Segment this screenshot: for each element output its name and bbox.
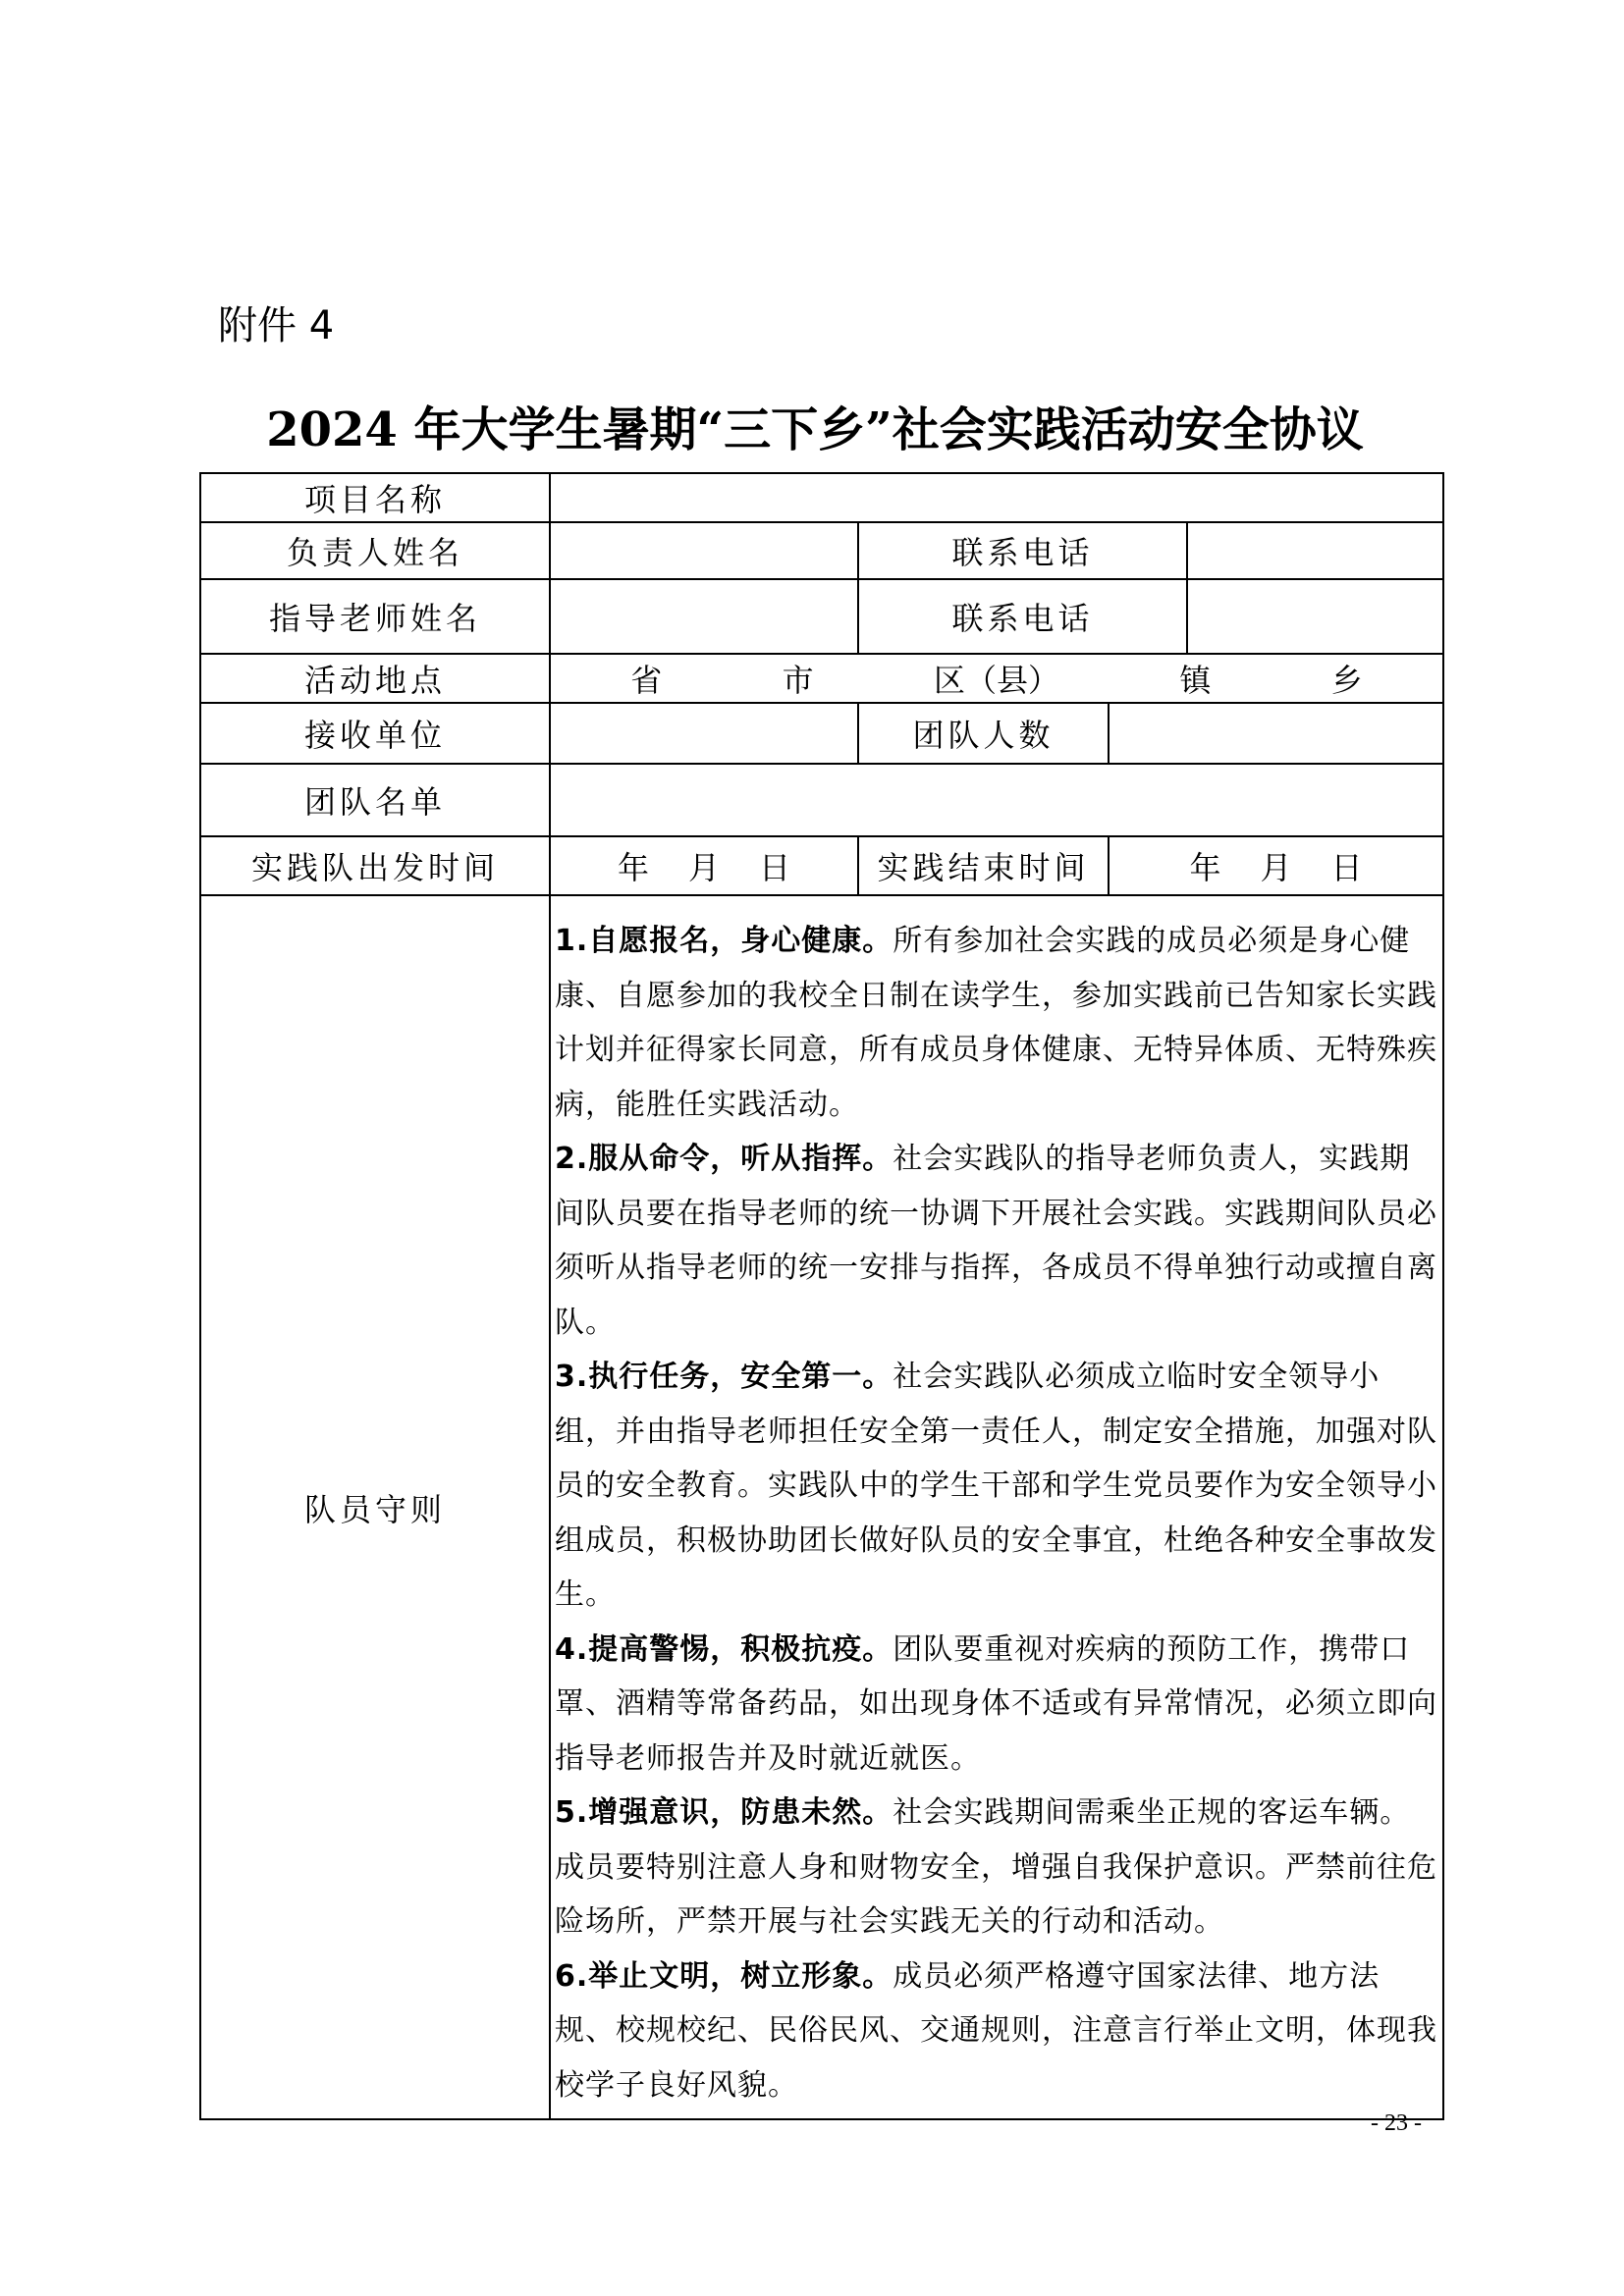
receiving-unit-field[interactable]: [550, 703, 858, 764]
receiving-unit-label: 接收单位: [200, 703, 550, 764]
depart-day-unit: 日: [759, 849, 791, 886]
advisor-phone-field[interactable]: [1187, 579, 1443, 654]
depart-year-unit: 年: [617, 849, 649, 886]
rule-item: [555, 1132, 1438, 1350]
rule-item: [555, 914, 1438, 1132]
row-team-list: [200, 764, 1443, 836]
advisor-phone-label: 联系电话: [858, 579, 1187, 654]
team-size-label: 团队人数: [858, 703, 1109, 764]
depart-month-unit: 月: [687, 849, 720, 886]
attachment-label: 附件 4: [218, 303, 335, 348]
end-time-label: 实践结束时间: [858, 836, 1109, 895]
rule-text: 社会实践队的指导老师负责人，实践期间队员要在指导老师的统一协调下开展社会实践。实践期间队员必须听从指导老师的统一安排与指挥，各成员不得单独行动或擅自离队。: [555, 1142, 1437, 1340]
row-project-name: [200, 473, 1443, 522]
rule-text: 团队要重视对疾病的预防工作，携带口罩、酒精等常备药品，如出现身体不适或有异常情况，必须立即向指导老师报告并及时就近就医。: [555, 1631, 1437, 1776]
depart-date-field[interactable]: [550, 836, 858, 895]
rules-label: 队员守则: [200, 895, 550, 2119]
project-name-label: 项目名称: [200, 473, 550, 522]
document-title: 2024 年大学生暑期“三下乡”社会实践活动安全协议: [266, 402, 1364, 457]
location-unit-city: 市: [782, 662, 814, 699]
end-month-unit: 月: [1260, 849, 1292, 886]
end-year-unit: 年: [1189, 849, 1221, 886]
rule-text: 成员必须严格遵守国家法律、地方法规、校规校纪、民俗民风、交通规则，注意言行举止文明，体现我校学子良好风貌。: [555, 1958, 1437, 2103]
team-list-field[interactable]: [550, 764, 1443, 836]
location-label: 活动地点: [200, 654, 550, 703]
rule-item: [555, 1949, 1438, 2113]
rule-heading: 4.提高警惕，积极抗疫。: [555, 1631, 893, 1667]
advisor-name-label: 指导老师姓名: [200, 579, 550, 654]
location-unit-township: 乡: [1330, 662, 1363, 699]
row-rules: [200, 895, 1443, 2119]
end-date-field[interactable]: [1109, 836, 1443, 895]
leader-name-field[interactable]: [550, 522, 858, 579]
rule-text: 社会实践队必须成立临时安全领导小组，并由指导老师担任安全第一责任人，制定安全措施，加强对队员的安全教育。实践队中的学生干部和学生党员要作为安全领导小组成员，积极协助团长做好队员的安全事宜，杜绝各种安全事故发生。: [555, 1360, 1437, 1612]
row-receiving-unit: [200, 703, 1443, 764]
project-name-field[interactable]: [550, 473, 1443, 522]
rule-item: [555, 1623, 1438, 1787]
location-unit-town: 镇: [1179, 662, 1212, 699]
rule-item: [555, 1350, 1438, 1623]
row-location: [200, 654, 1443, 703]
page-number: - 23 -: [1371, 2110, 1422, 2136]
rule-heading: 5.增强意识，防患未然。: [555, 1795, 893, 1830]
row-dates: [200, 836, 1443, 895]
team-list-label: 团队名单: [200, 764, 550, 836]
row-leader: [200, 522, 1443, 579]
rule-text: 社会实践期间需乘坐正规的客运车辆。成员要特别注意人身和财物安全，增强自我保护意识。严禁前往危险场所，严禁开展与社会实践无关的行动和活动。: [555, 1795, 1437, 1939]
agreement-form-table: [199, 472, 1444, 2120]
rule-heading: 2.服从命令，听从指挥。: [555, 1142, 893, 1176]
team-size-field[interactable]: [1109, 703, 1443, 764]
location-field[interactable]: [550, 654, 1443, 703]
depart-time-label: 实践队出发时间: [200, 836, 550, 895]
rule-heading: 6.举止文明，树立形象。: [555, 1958, 893, 1994]
rule-text: 所有参加社会实践的成员必须是身心健康、自愿参加的我校全日制在读学生，参加实践前已告知家长实践计划并征得家长同意，所有成员身体健康、无特异体质、无特殊疾病，能胜任实践活动。: [555, 924, 1437, 1122]
leader-name-label: 负责人姓名: [200, 522, 550, 579]
location-unit-province: 省: [630, 662, 663, 699]
end-day-unit: 日: [1330, 849, 1363, 886]
leader-phone-label: 联系电话: [858, 522, 1187, 579]
rule-heading: 1.自愿报名，身心健康。: [555, 924, 893, 958]
location-unit-district: 区（县）: [933, 662, 1059, 699]
rule-heading: 3.执行任务，安全第一。: [555, 1360, 893, 1394]
rule-item: [555, 1786, 1438, 1949]
rules-content: [550, 895, 1443, 2119]
advisor-name-field[interactable]: [550, 579, 858, 654]
row-advisor: [200, 579, 1443, 654]
leader-phone-field[interactable]: [1187, 522, 1443, 579]
